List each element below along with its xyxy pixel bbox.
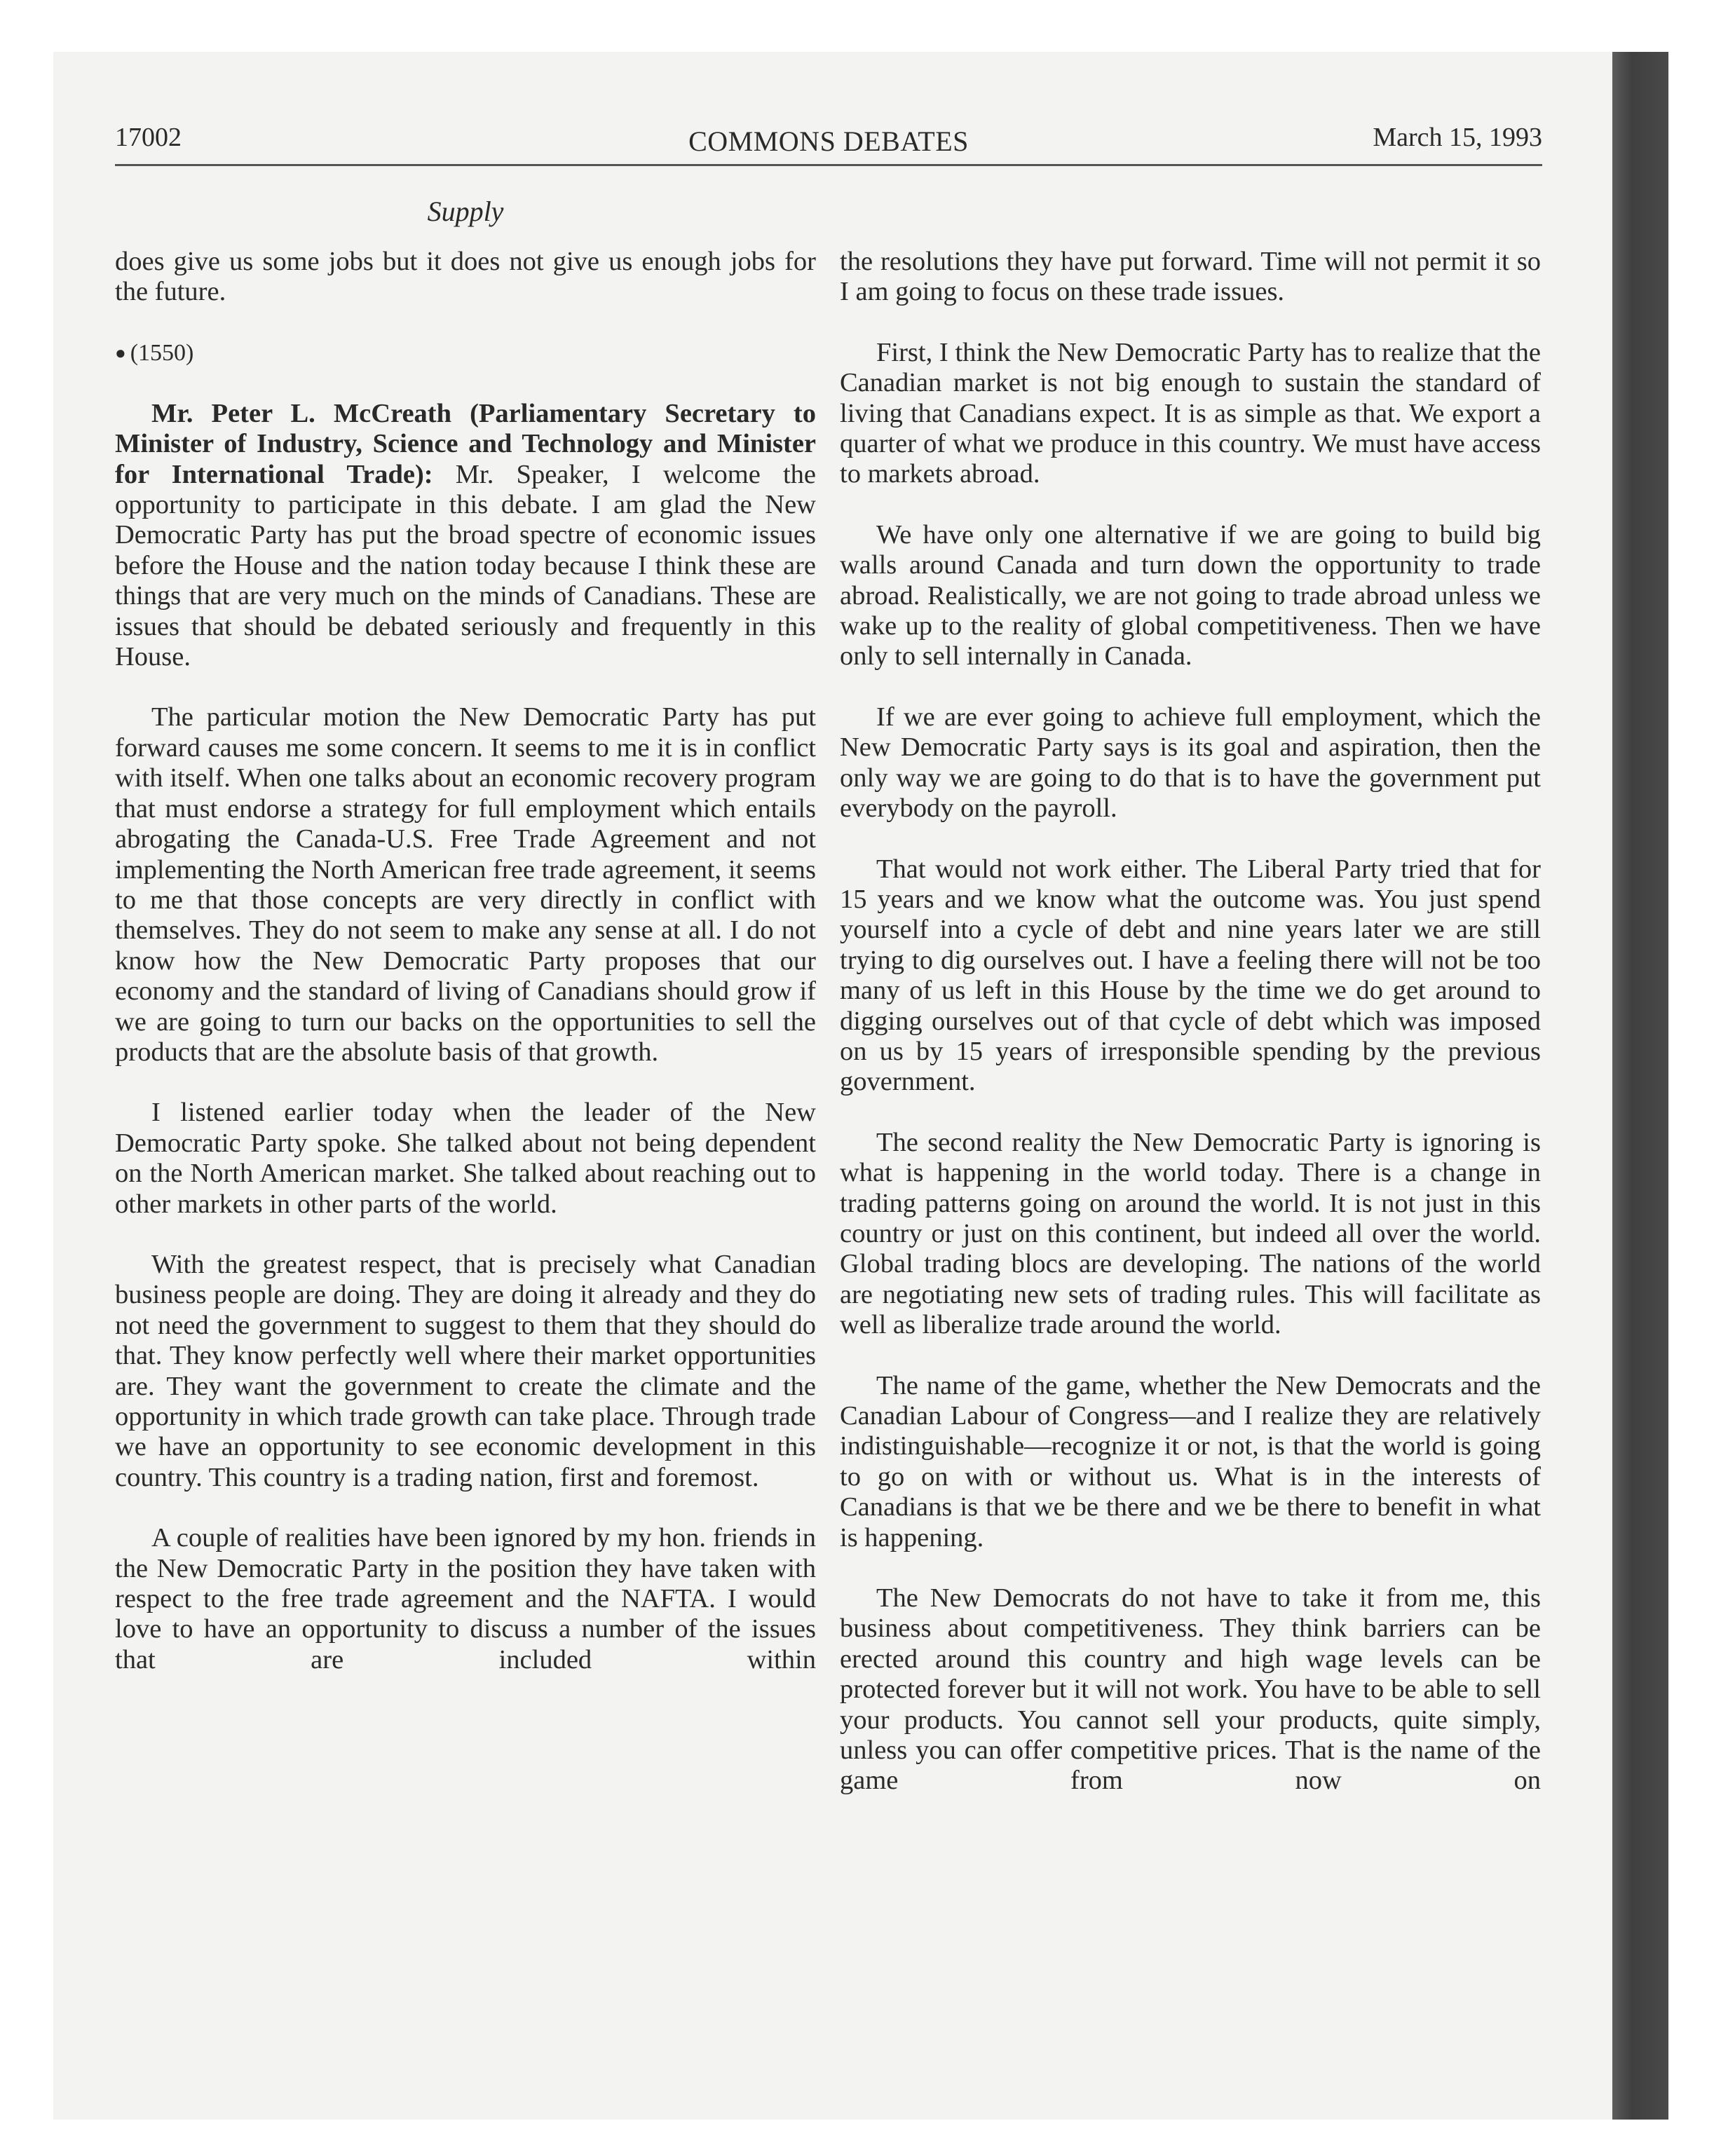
paragraph: With the greatest respect, that is precisely what Canadian business people are doing. They are doing it already and they do not need the government to suggest to them that they should do that. They know perfectly well where their market opportunities are. They want the government to create the climate and the opportunity in which trade growth can take place. Through trade we have an opportunity to see economic development in this country. This country is a trading nation, first and foremost. — [115, 1249, 816, 1492]
scan-edge-shadow — [1612, 52, 1668, 2120]
speech-opening: Mr. Speaker, I welcome the opportunity to participate in this debate. I am glad the New Democratic Party has put the broad spectre of economic issues before the House and the nation today because I think these are things that are very much on the minds of Canadians. These are issues that should be debated seriously and frequently in this House. — [115, 459, 817, 672]
timestamp — [115, 338, 816, 368]
paragraph: The second reality the New Democratic Party is ignoring is what is happening in the world today. There is a change in trading patterns going on around the world. It is not just in this country or just on this continent, but indeed all over the world. Global trading blocs are developing. The nations of the world are negotiating new sets of trading rules. This will facilitate as well as liberalize trade around the world. — [840, 1127, 1541, 1340]
paragraph: We have only one alternative if we are going to build big walls around Canada and turn down the opportunity to trade abroad. Realistically, we are not going to trade abroad unless we wake up to the reality of global competitiveness. Then we have only to sell internally in Canada. — [840, 519, 1541, 671]
paragraph: That would not work either. The Liberal Party tried that for 15 years and we know what the outcome was. You just spend yourself into a cycle of debt and nine years later we are still trying to dig ourselves out. I have a feeling there will not be too many of us left in this House by the time we do get around to digging ourselves out of that cycle of debt which was imposed on us by 15 years of irresponsible spending by the previous government. — [840, 854, 1541, 1097]
section-title: Supply — [427, 196, 504, 227]
paragraph: The New Democrats do not have to take it from me, this business about competitiveness. They think barriers can be erected around this country and high wage levels can be protected forever but it will not work. You have to be able to sell your products. You cannot sell your products, quite simply, unless you can offer competitive prices. That is the name of the game from now on — [840, 1583, 1541, 1796]
page-header — [115, 122, 1542, 166]
paragraph: I listened earlier today when the leader of the New Democratic Party spoke. She talked about not being dependent on the North American market. She talked about reaching out to other markets in other parts of the world. — [115, 1098, 816, 1219]
publication-date: March 15, 1993 — [1373, 123, 1542, 152]
bullet-icon: ● — [115, 342, 126, 363]
continuation-paragraph: the resolutions they have put forward. Time will not permit it so I am going to focus on these trade issues. — [840, 247, 1541, 307]
continuation-paragraph: does give us some jobs but it does not give us enough jobs for the future. — [115, 247, 816, 307]
paragraph: The particular motion the New Democratic Party has put forward causes me some concern. It seems to me it is in conflict with itself. When one talks about an economic recovery program that must endorse a strategy for full employment which entails abrogating the Canada-U.S. Free Trade Agreement and not implementing the North American free trade agreement, it seems to me that those concepts are very directly in conflict with themselves. They do not seem to make any sense at all. I do not know how the New Democratic Party proposes that our economy and the standard of living of Canadians should grow if we are going to turn our backs on the opportunities to sell the products that are the absolute basis of that growth. — [115, 702, 816, 1067]
paragraph: First, I think the New Democratic Party has to realize that the Canadian market is not big enough to sustain the standard of living that Canadians expect. It is as simple as that. We export a quarter of what we produce in this country. We must have access to markets abroad. — [840, 337, 1541, 489]
page-number: 17002 — [115, 123, 182, 152]
speaker-name: Mr. Peter L. McCreath (Parliamentary Secretary to Minister of Industry, Science and Technology and Minister for International Trade): — [115, 398, 816, 489]
paragraph: A couple of realities have been ignored by my hon. friends in the New Democratic Party in the position they have taken with respect to the free trade agreement and the NAFTA. I would love to have an opportunity to discuss a number of the issues that are included within — [115, 1523, 816, 1674]
timestamp-text: (1550) — [130, 339, 194, 366]
right-column — [840, 247, 1541, 1796]
speech-paragraph — [115, 399, 816, 673]
paragraph: The name of the game, whether the New Democrats and the Canadian Labour of Congress—and I realize they are relatively indistinguishable—recognize it or not, is that the world is going to go on with or without us. What is in the interests of Canadians is that we be there and we be there to benefit in what is happening. — [840, 1370, 1541, 1553]
left-column — [115, 247, 816, 1675]
paragraph: If we are ever going to achieve full employment, which the New Democratic Party says is its goal and aspiration, then the only way we are going to do that is to have the government put everybody on the payroll. — [840, 702, 1541, 824]
publication-title: COMMONS DEBATES — [688, 125, 969, 157]
